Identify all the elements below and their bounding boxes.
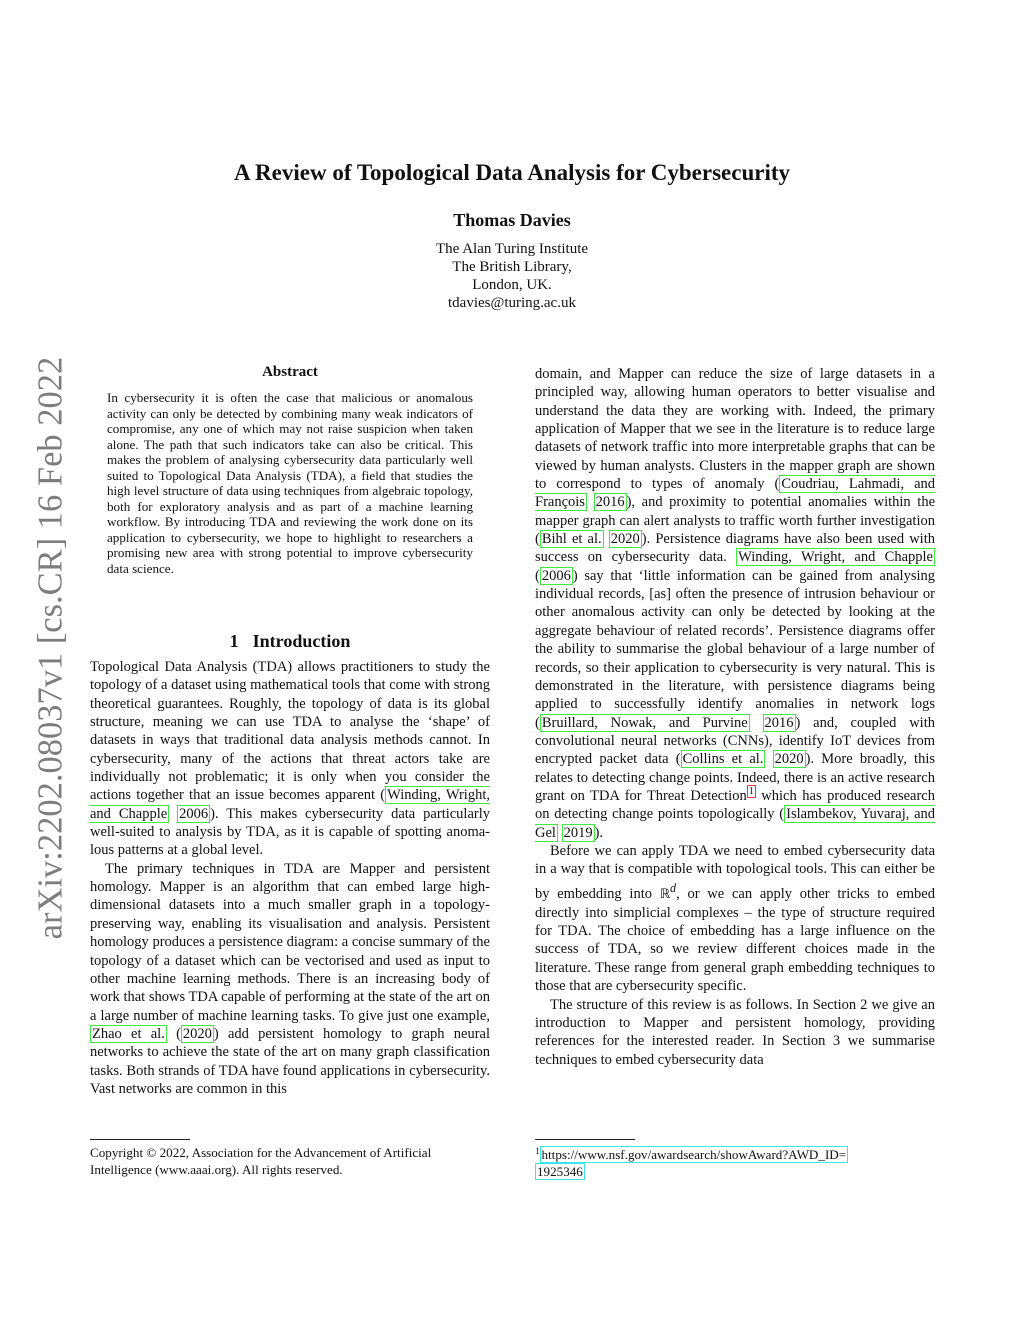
abstract-heading: Abstract [262,364,318,380]
math-exponent: d [670,880,677,895]
paragraph: The structure of this review is as follows. In Section 2 we give an introduction to Mapper and persistent homology, providing references for the interested reader. In Section 3 we summarise techniques to embed cybersecurity data [535,996,935,1068]
footnote-url-link[interactable]: https://www.nsf.gov/awardsearch/showAward?AWD_ID= [541,1147,847,1163]
text-run: ). [594,824,604,841]
citation-link[interactable]: Coudriau, Lahmadi, and François [535,476,936,511]
affiliation-line: London, UK. [472,277,552,293]
footnote [535,1143,945,1180]
author-name: Thomas Davies [453,210,571,230]
citation-year-link[interactable]: 2020 [182,1025,212,1042]
section-title: Introduction [252,631,351,651]
author-email: tdavies@turing.ac.uk [448,295,576,311]
footnote-ref-link[interactable]: 1 [748,786,754,798]
citation-link[interactable]: Collins et al. [682,751,764,768]
citation-link[interactable]: Winding, Wright, and Chapple [90,787,490,822]
text-run: ). Persistence diagrams have also been used with success on cybersecurity data. [535,531,935,566]
text-run: which has produced research on detecting change points topologically ( [535,787,935,823]
citation-year-link[interactable]: 2006 [179,805,209,822]
footnote-rule [535,1139,635,1140]
affiliation-line: The Alan Turing Institute [435,241,589,257]
abstract-text: In cybersecurity it is often the case that malicious or anomalous activity can only be detected by combining many weak indicators of compromise, any one of which may not raise suspicion when taken alone. The path that such indicators take can also be critical. This makes the problem of analysing cybersecurity data particularly well suited to Topological Data Analysis (TDA), a field that studies the high level structure of data using techniques from algebraic topology, both for exploratory analysis and as part of a machine learning workflow. By introducing TDA and reviewing the work done on its application to cybersecurity, we hope to highlight to researchers a promising new area with strong potential to improve cybersecurity data science. [107,390,473,577]
text-run: ). More broadly, this relates to detecting change points. Indeed, there is an active research grant on TDA for Threat Detection [535,751,935,804]
text-run: ) say that ‘little information can be gained from analysing individual records, [as] often the presence of intrusion behaviour or other anomalous activity can only be detected by looking at the aggregate behaviour of related records’. Persistence diagrams offer the ability to summarise the global behaviour of a large number of records, so their application to cybersecurity is very natural. This is demonstrated in the literature, with persistence diagrams being applied to successfully identify anomalies in network logs ( [535,567,935,731]
arxiv-stamp-text: arXiv:2202.08037v1 [cs.CR] 16 Feb 2022 [31,356,70,940]
text-run: ). This makes cybersecurity data particularly well-suited to analysis by TDA, as it is capable of spotting anomalous patterns at a global level. [90,805,491,859]
paragraph [535,842,935,996]
right-column [535,365,935,1069]
citation-link[interactable]: Zhao et al. [92,1025,165,1042]
text-run: ) and, coupled with convolutional neural networks (CNNs), identify IoT devices from encrypted packet data ( [535,714,935,768]
text-run: The primary techniques in TDA are Mapper and persistent homology. Mapper is an algorithm that can embed large high-dimensional datasets into a much smaller graph in a topology-preserving way, enabling its visualisation and analysis. Persistent homology produces a persistence diagram: a concise summary of the topology of a dataset which can be vectorised and used as input to other machine learning methods. There is an increasing body of work that shows TDA capable of performing at the state of the art on a large number of machine learning tasks. To give just one example, [90,860,490,1024]
author-affiliation [0,240,1024,312]
affiliation-line: The British Library, [452,259,572,275]
citation-year-link[interactable]: 2016 [764,714,794,731]
citation-link[interactable]: Winding, Wright, and Chapple [738,549,933,566]
citation-year-link[interactable]: 2020 [610,531,640,548]
text-run: ) add persistent homology to graph neural networks to achieve the state of the art on many graph classification tasks. Both strands of TDA have found applications in cybersecurity. Vast networks are common in this [90,1025,490,1097]
citation-year-link[interactable]: 2020 [774,751,804,768]
arxiv-stamp [30,356,72,940]
citation-link[interactable]: Islambekov, Yuvaraj, and Gel [535,806,936,841]
text-run: , or we can apply other tricks to embed directly into simplicial complexes – the type of structure required for TDA. The choice of embedding has a large influence on the success of TDA, so we review different choices made in the literature. These range from general graph embedding techniques to those that are cybersecurity specific. [535,885,935,995]
footnote-rule [90,1139,190,1140]
citation-year-link[interactable]: 2019 [563,824,593,841]
text-run: Before we can apply TDA we need to embed cybersecurity data in a way that is compatible with topological tools. This can either be by embedding into [535,842,935,902]
section-heading-introduction [90,631,490,652]
citation-year-link[interactable]: 2016 [595,494,625,511]
section-number: 1 [229,631,239,651]
math-reals: ℝ [659,886,671,902]
text-run: Topological Data Analysis (TDA) allows practitioners to study the topology of a dataset using mathematical tools that come with strong theoretical guarantees. Roughly, the topology of data is its global structure, meaning we can use TDA to analyse the ‘shape’ of datasets in ways that traditional data analysis methods cannot. In cybersecurity, many of the actions that threat actors take are individually not problematic; it is only when you consider the actions together that an issue becomes apparent ( [90,659,490,804]
citation-link[interactable]: Bihl et al. [541,531,602,548]
paragraph: domain, and Mapper can reduce the size of large datasets in a principled way, allowing human operators to better visualise and understand the data they are working with. Indeed, the primary application of Mapper that we see in the literature is to reduce large datasets of network traffic into more interpretable graphs that can be viewed by human analysts. Clusters in the mapper graph are shown to correspond to types of anomaly ( Coudriau, Lahmadi, and François 2016 ), and proximity to potential anomalies within the mapper graph can alert analysts to traffic worth further investigation ( Bihl et al. 2020 ). Persistence diagrams have also been used with success on cybersecurity data. Winding, Wright, and Chapple ( 2006 ) say that ‘little information can be gained from analysing individual records, [as] often the presence of intrusion behaviour or other anomalous activity can only be detected by looking at the aggregate behaviour of related records’. Persistence diagrams offer the ability to summarise the global behaviour of a large number of records, so their application to cybersecurity is very natural. This is demonstrated in the literature, with persistence diagrams being applied to successfully identify anomalies in network logs ( Bruillard, Nowak, and Purvine 2016 ) and, coupled with convolutional neural networks (CNNs), identify IoT devices from encrypted packet data ( Collins et al. 2020 ). More broadly, this relates to detecting change points. Indeed, there is an active research grant on TDA for Threat Detection $^1$ which has produced research on detecting change points topologically ( Islambekov, Yuvaraj, and Gel 2019 ). [535,366,936,841]
copyright-notice: Copyright © 2022, Association for the Advancement of Artificial Intelligence (www.aaai.org). All rights reserved. [90,1145,432,1177]
citation-link[interactable]: Bruillard, Nowak, and Purvine [541,714,748,731]
left-column [90,658,490,1098]
footnote-url-link-cont[interactable]: 1925346 [537,1164,583,1180]
paper-title: A Review of Topological Data Analysis for Cybersecurity [233,160,791,185]
text-run: domain, and Mapper can reduce the size of large datasets in a principled way, allowing human operators to better visualise and understand the data they are working with. Indeed, the primary application of Mapper that we see in the literature is to reduce large datasets of network traffic into more interpretable graphs that can be viewed by human analysts. Clusters in the mapper graph are shown to correspond to types of anomaly ( [535,366,935,493]
text-run: ), and proximity to potential anomalies within the mapper graph can alert analysts to traffic worth further investigation ( [535,494,936,548]
footnote-mark: 1 [535,1146,540,1156]
citation-year-link[interactable]: 2006 [541,567,571,584]
paragraph: The primary techniques in TDA are Mapper and persistent homology. Mapper is an algorithm that can embed large high-dimensional datasets into a much smaller graph in a topology-preserving way, enabling its visualisation and analysis. Persistent homology produces a persistence diagram: a concise summary of the topology of a dataset which can be vectorised and used as input to other machine learning methods. There is an increasing body of work that shows TDA capable of performing at the state of the art on a large number of machine learning tasks. To give just one example, Zhao et al. ( 2020 ) add persistent homology to graph neural networks to achieve the state of the art on many graph classification tasks. Both strands of TDA have found applications in cybersecurity. Vast networks are common in this [90,860,490,1097]
paragraph [90,658,490,860]
